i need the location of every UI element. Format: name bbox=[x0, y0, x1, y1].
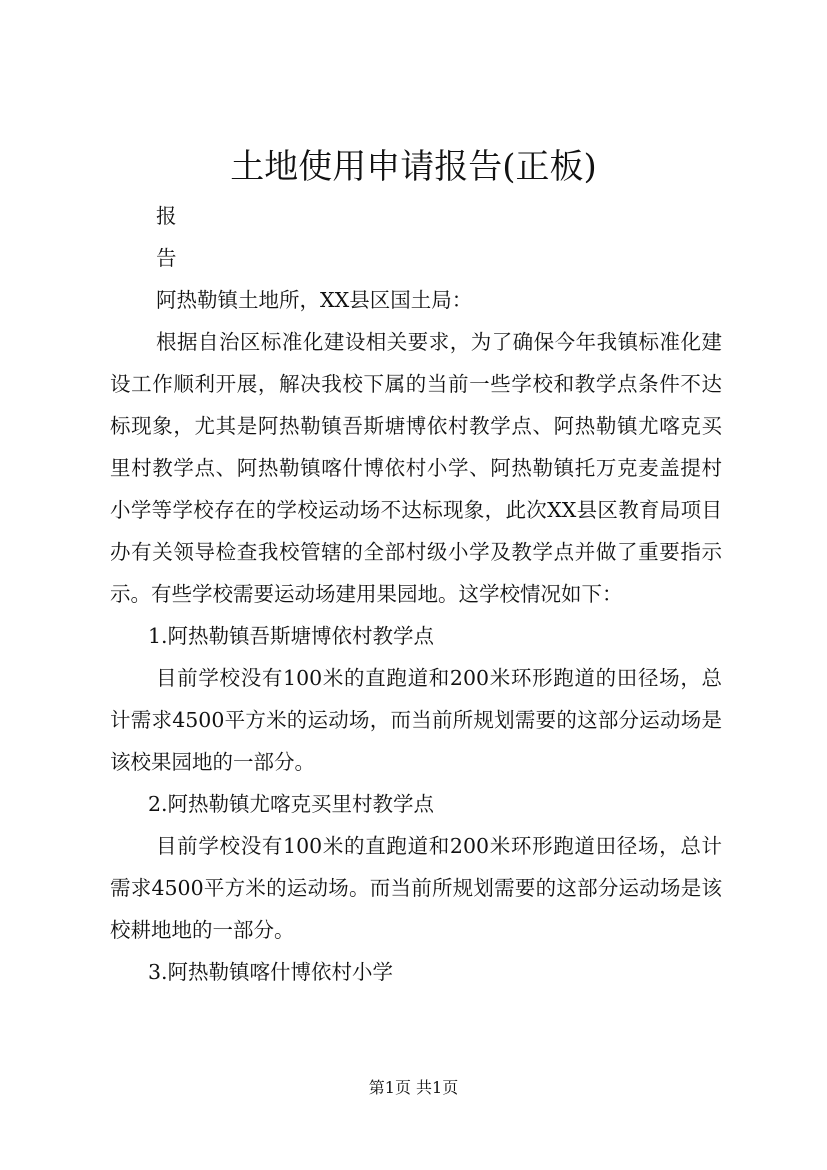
line-bao: 报 bbox=[156, 204, 177, 228]
section-heading-3: 3.阿热勒镇喀什博依村小学 bbox=[148, 960, 394, 984]
section-paragraph-2: 目前学校没有100米的直跑道和200米环形跑道田径场，总计需求4500平方米的运动场。而当前所规划需要的这部分运动场是该校耕地地的一部分。 bbox=[110, 834, 722, 942]
line-gao: 告 bbox=[156, 246, 177, 270]
section-heading-2: 2.阿热勒镇尤喀克买里村教学点 bbox=[148, 792, 435, 816]
section-heading-1: 1.阿热勒镇吾斯塘博依村教学点 bbox=[148, 624, 435, 648]
salutation: 阿热勒镇土地所，XX县区国土局： bbox=[156, 288, 473, 312]
intro-paragraph: 根据自治区标准化建设相关要求，为了确保今年我镇标准化建设工作顺利开展，解决我校下属的当前一些学校和教学点条件不达标现象，尤其是阿热勒镇吾斯塘博依村教学点、阿热勒镇尤喀克买里村教学点、阿热勒镇喀什博依村小学、阿热勒镇托万克麦盖提村小学等学校存在的学校运动场不达标现象，此次XX县区教育局项目办有关领导检查我校管辖的全部村级小学及教学点并做了重要指示示。有些学校需要运动场建用果园地。这学校情况如下： bbox=[110, 330, 722, 606]
section-paragraph-1: 目前学校没有100米的直跑道和200米环形跑道的田径场，总计需求4500平方米的运动场，而当前所规划需要的这部分运动场是该校果园地的一部分。 bbox=[110, 666, 722, 774]
document-body bbox=[110, 195, 722, 993]
document-title: 土地使用申请报告(正板) bbox=[230, 147, 597, 187]
page-footer: 第1页 共1页 bbox=[368, 1078, 459, 1097]
